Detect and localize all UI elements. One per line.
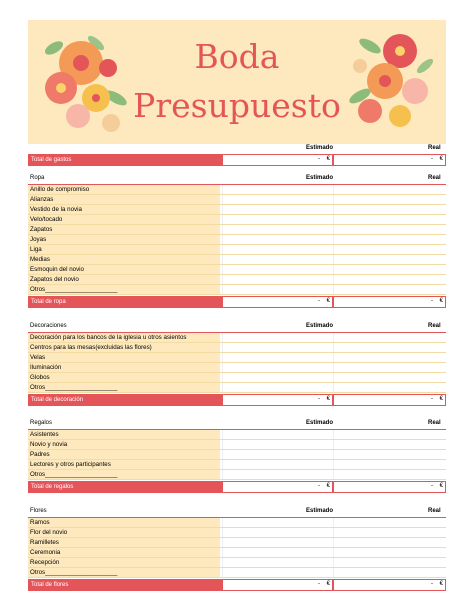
currency-symbol: €	[326, 483, 330, 489]
item-label[interactable]: Ceremonia	[28, 548, 220, 557]
budget-page	[28, 20, 446, 607]
budget-row	[28, 343, 446, 353]
estimated-cell[interactable]	[222, 363, 333, 372]
item-label[interactable]: Joyas	[28, 235, 220, 244]
estimated-cell[interactable]	[222, 205, 333, 214]
item-label[interactable]: Zapatos del novio	[28, 275, 220, 284]
total-value: -	[431, 298, 433, 304]
real-cell[interactable]	[333, 548, 447, 557]
item-label[interactable]: Lectores y otros participantes	[28, 460, 220, 469]
estimated-cell[interactable]	[222, 450, 333, 459]
section-title: Regalos	[30, 420, 53, 426]
budget-row	[28, 363, 446, 373]
real-cell[interactable]	[333, 558, 447, 567]
budget-row	[28, 353, 446, 363]
estimated-cell[interactable]	[222, 440, 333, 449]
real-cell[interactable]	[333, 383, 447, 392]
real-header: Real	[428, 420, 441, 426]
total-value: -	[318, 483, 320, 489]
real-header: Real	[428, 175, 441, 181]
real-cell[interactable]	[333, 460, 447, 469]
estimated-cell[interactable]	[222, 275, 333, 284]
total-value: -	[318, 581, 320, 587]
estimated-cell[interactable]	[222, 195, 333, 204]
real-cell[interactable]	[333, 275, 447, 284]
estimated-cell[interactable]	[222, 185, 333, 194]
section-title: Decoraciones	[30, 323, 67, 329]
section-total-row	[28, 481, 446, 493]
estimated-cell[interactable]	[222, 285, 333, 294]
item-label[interactable]: Asistentes	[28, 430, 220, 439]
budget-row	[28, 373, 446, 383]
estimated-cell[interactable]	[222, 245, 333, 254]
budget-row	[28, 255, 446, 265]
real-cell[interactable]	[333, 363, 447, 372]
section-total-row	[28, 296, 446, 308]
estimated-header: Estimado	[306, 323, 334, 329]
section-title: Flores	[30, 508, 47, 514]
real-cell[interactable]	[333, 518, 447, 527]
budget-row	[28, 568, 446, 578]
budget-row	[28, 548, 446, 558]
estimated-cell[interactable]	[222, 215, 333, 224]
estimated-header: Estimado	[306, 175, 334, 181]
real-cell[interactable]	[333, 333, 447, 342]
item-label[interactable]: Zapatos	[28, 225, 220, 234]
estimated-cell[interactable]	[222, 343, 333, 352]
header-banner	[28, 20, 446, 144]
estimated-cell[interactable]	[222, 518, 333, 527]
estimated-header: Estimado	[306, 145, 334, 151]
estimated-cell[interactable]	[222, 255, 333, 264]
estimated-header: Estimado	[306, 508, 334, 514]
item-label[interactable]: Otros_____________________	[28, 383, 220, 392]
budget-row	[28, 275, 446, 285]
currency-symbol: €	[439, 298, 443, 304]
estimated-cell[interactable]	[222, 548, 333, 557]
section-total-label: Total de decoración	[28, 394, 222, 406]
section-header	[28, 322, 446, 332]
real-header: Real	[428, 323, 441, 329]
budget-row	[28, 460, 446, 470]
real-cell[interactable]	[333, 205, 447, 214]
item-label[interactable]: Medias	[28, 255, 220, 264]
estimated-cell[interactable]	[222, 265, 333, 274]
estimated-cell[interactable]	[222, 235, 333, 244]
item-label[interactable]: Iluminación	[28, 363, 220, 372]
estimated-cell[interactable]	[222, 373, 333, 382]
estimated-cell[interactable]	[222, 460, 333, 469]
real-cell[interactable]	[333, 255, 447, 264]
budget-row	[28, 185, 446, 195]
total-value: -	[431, 396, 433, 402]
budget-row	[28, 470, 446, 480]
budget-row	[28, 265, 446, 275]
budget-row	[28, 450, 446, 460]
real-cell[interactable]	[333, 185, 447, 194]
budget-row	[28, 558, 446, 568]
budget-row	[28, 440, 446, 450]
section-total-real[interactable]	[333, 296, 446, 308]
currency-symbol: €	[326, 581, 330, 587]
item-label[interactable]: Alianzas	[28, 195, 220, 204]
total-value: -	[431, 581, 433, 587]
real-cell[interactable]	[333, 353, 447, 362]
item-label[interactable]: Esmoquin del novio	[28, 265, 220, 274]
real-cell[interactable]	[333, 450, 447, 459]
section-header	[28, 174, 446, 184]
section-total-label: Total de regalos	[28, 481, 222, 493]
budget-row	[28, 528, 446, 538]
item-label[interactable]: Otros_____________________	[28, 568, 220, 577]
real-cell[interactable]	[333, 215, 447, 224]
item-label[interactable]: Padres	[28, 450, 220, 459]
item-label[interactable]: Ramilletes	[28, 538, 220, 547]
section-total-estimated[interactable]	[222, 579, 333, 591]
section-total-real[interactable]	[333, 394, 446, 406]
section-total-label: Total de flores	[28, 579, 222, 591]
budget-row	[28, 225, 446, 235]
real-cell[interactable]	[333, 195, 447, 204]
item-label[interactable]: Velas	[28, 353, 220, 362]
item-label[interactable]: Anillo de compromiso	[28, 185, 220, 194]
estimated-cell[interactable]	[222, 538, 333, 547]
real-cell[interactable]	[333, 225, 447, 234]
item-label[interactable]: Liga	[28, 245, 220, 254]
section-total-label: Total de ropa	[28, 296, 222, 308]
budget-row	[28, 518, 446, 528]
total-value: -	[318, 298, 320, 304]
item-label[interactable]: Ramos	[28, 518, 220, 527]
section-total-row	[28, 394, 446, 406]
estimated-cell[interactable]	[222, 353, 333, 362]
section-total-real[interactable]	[333, 481, 446, 493]
estimated-cell[interactable]	[222, 430, 333, 439]
currency-symbol: €	[439, 483, 443, 489]
budget-row	[28, 383, 446, 393]
estimated-cell[interactable]	[222, 558, 333, 567]
real-cell[interactable]	[333, 568, 447, 577]
budget-row	[28, 285, 446, 295]
budget-row	[28, 333, 446, 343]
title-line-1: Boda	[194, 37, 280, 76]
estimated-cell[interactable]	[222, 333, 333, 342]
currency-symbol: €	[439, 581, 443, 587]
real-cell[interactable]	[333, 235, 447, 244]
real-cell[interactable]	[333, 285, 447, 294]
total-gastos-estimated[interactable]: - €	[222, 154, 333, 166]
section-total-estimated[interactable]	[222, 394, 333, 406]
section-total-real[interactable]	[333, 579, 446, 591]
real-cell[interactable]	[333, 440, 447, 449]
section-total-estimated[interactable]	[222, 481, 333, 493]
item-label[interactable]: Globos	[28, 373, 220, 382]
real-cell[interactable]	[333, 265, 447, 274]
item-label[interactable]: Decoración para los bancos de la iglesia u otros asientos	[28, 333, 220, 342]
total-gastos-row	[28, 154, 446, 166]
section-header	[28, 507, 446, 517]
estimated-cell[interactable]	[222, 225, 333, 234]
currency-symbol: €	[326, 396, 330, 402]
real-cell[interactable]	[333, 470, 447, 479]
real-cell[interactable]	[333, 538, 447, 547]
title-line-2: Presupuesto	[133, 86, 341, 125]
estimated-header: Estimado	[306, 420, 334, 426]
total-gastos-label: Total de gastos	[28, 154, 222, 166]
item-label[interactable]: Recepción	[28, 558, 220, 567]
total-value: -	[318, 396, 320, 402]
real-cell[interactable]	[333, 528, 447, 537]
currency-symbol: €	[326, 298, 330, 304]
estimated-cell[interactable]	[222, 568, 333, 577]
budget-row	[28, 245, 446, 255]
item-label[interactable]: Otros_____________________	[28, 470, 220, 479]
total-header	[28, 144, 446, 154]
budget-row	[28, 235, 446, 245]
estimated-cell[interactable]	[222, 528, 333, 537]
total-gastos-real[interactable]: - €	[333, 154, 446, 166]
real-cell[interactable]	[333, 245, 447, 254]
budget-row	[28, 538, 446, 548]
real-cell[interactable]	[333, 343, 447, 352]
item-label[interactable]: Otros_____________________	[28, 285, 220, 294]
item-label[interactable]: Flor del novio	[28, 528, 220, 537]
budget-row	[28, 205, 446, 215]
estimated-cell[interactable]	[222, 470, 333, 479]
real-header: Real	[428, 145, 441, 151]
real-cell[interactable]	[333, 373, 447, 382]
item-label[interactable]: Centros para las mesas(excluidas las flores)	[28, 343, 220, 352]
estimated-cell[interactable]	[222, 383, 333, 392]
section-total-row	[28, 579, 446, 591]
budget-row	[28, 195, 446, 205]
total-value: -	[431, 483, 433, 489]
section-header	[28, 419, 446, 429]
budget-row	[28, 430, 446, 440]
section-total-estimated[interactable]	[222, 296, 333, 308]
budget-row	[28, 215, 446, 225]
item-label[interactable]: Vestido de la novia	[28, 205, 220, 214]
real-cell[interactable]	[333, 430, 447, 439]
item-label[interactable]: Velo/tocado	[28, 215, 220, 224]
real-header: Real	[428, 508, 441, 514]
currency-symbol: €	[439, 396, 443, 402]
item-label[interactable]: Novio y novia	[28, 440, 220, 449]
section-title: Ropa	[30, 175, 45, 181]
